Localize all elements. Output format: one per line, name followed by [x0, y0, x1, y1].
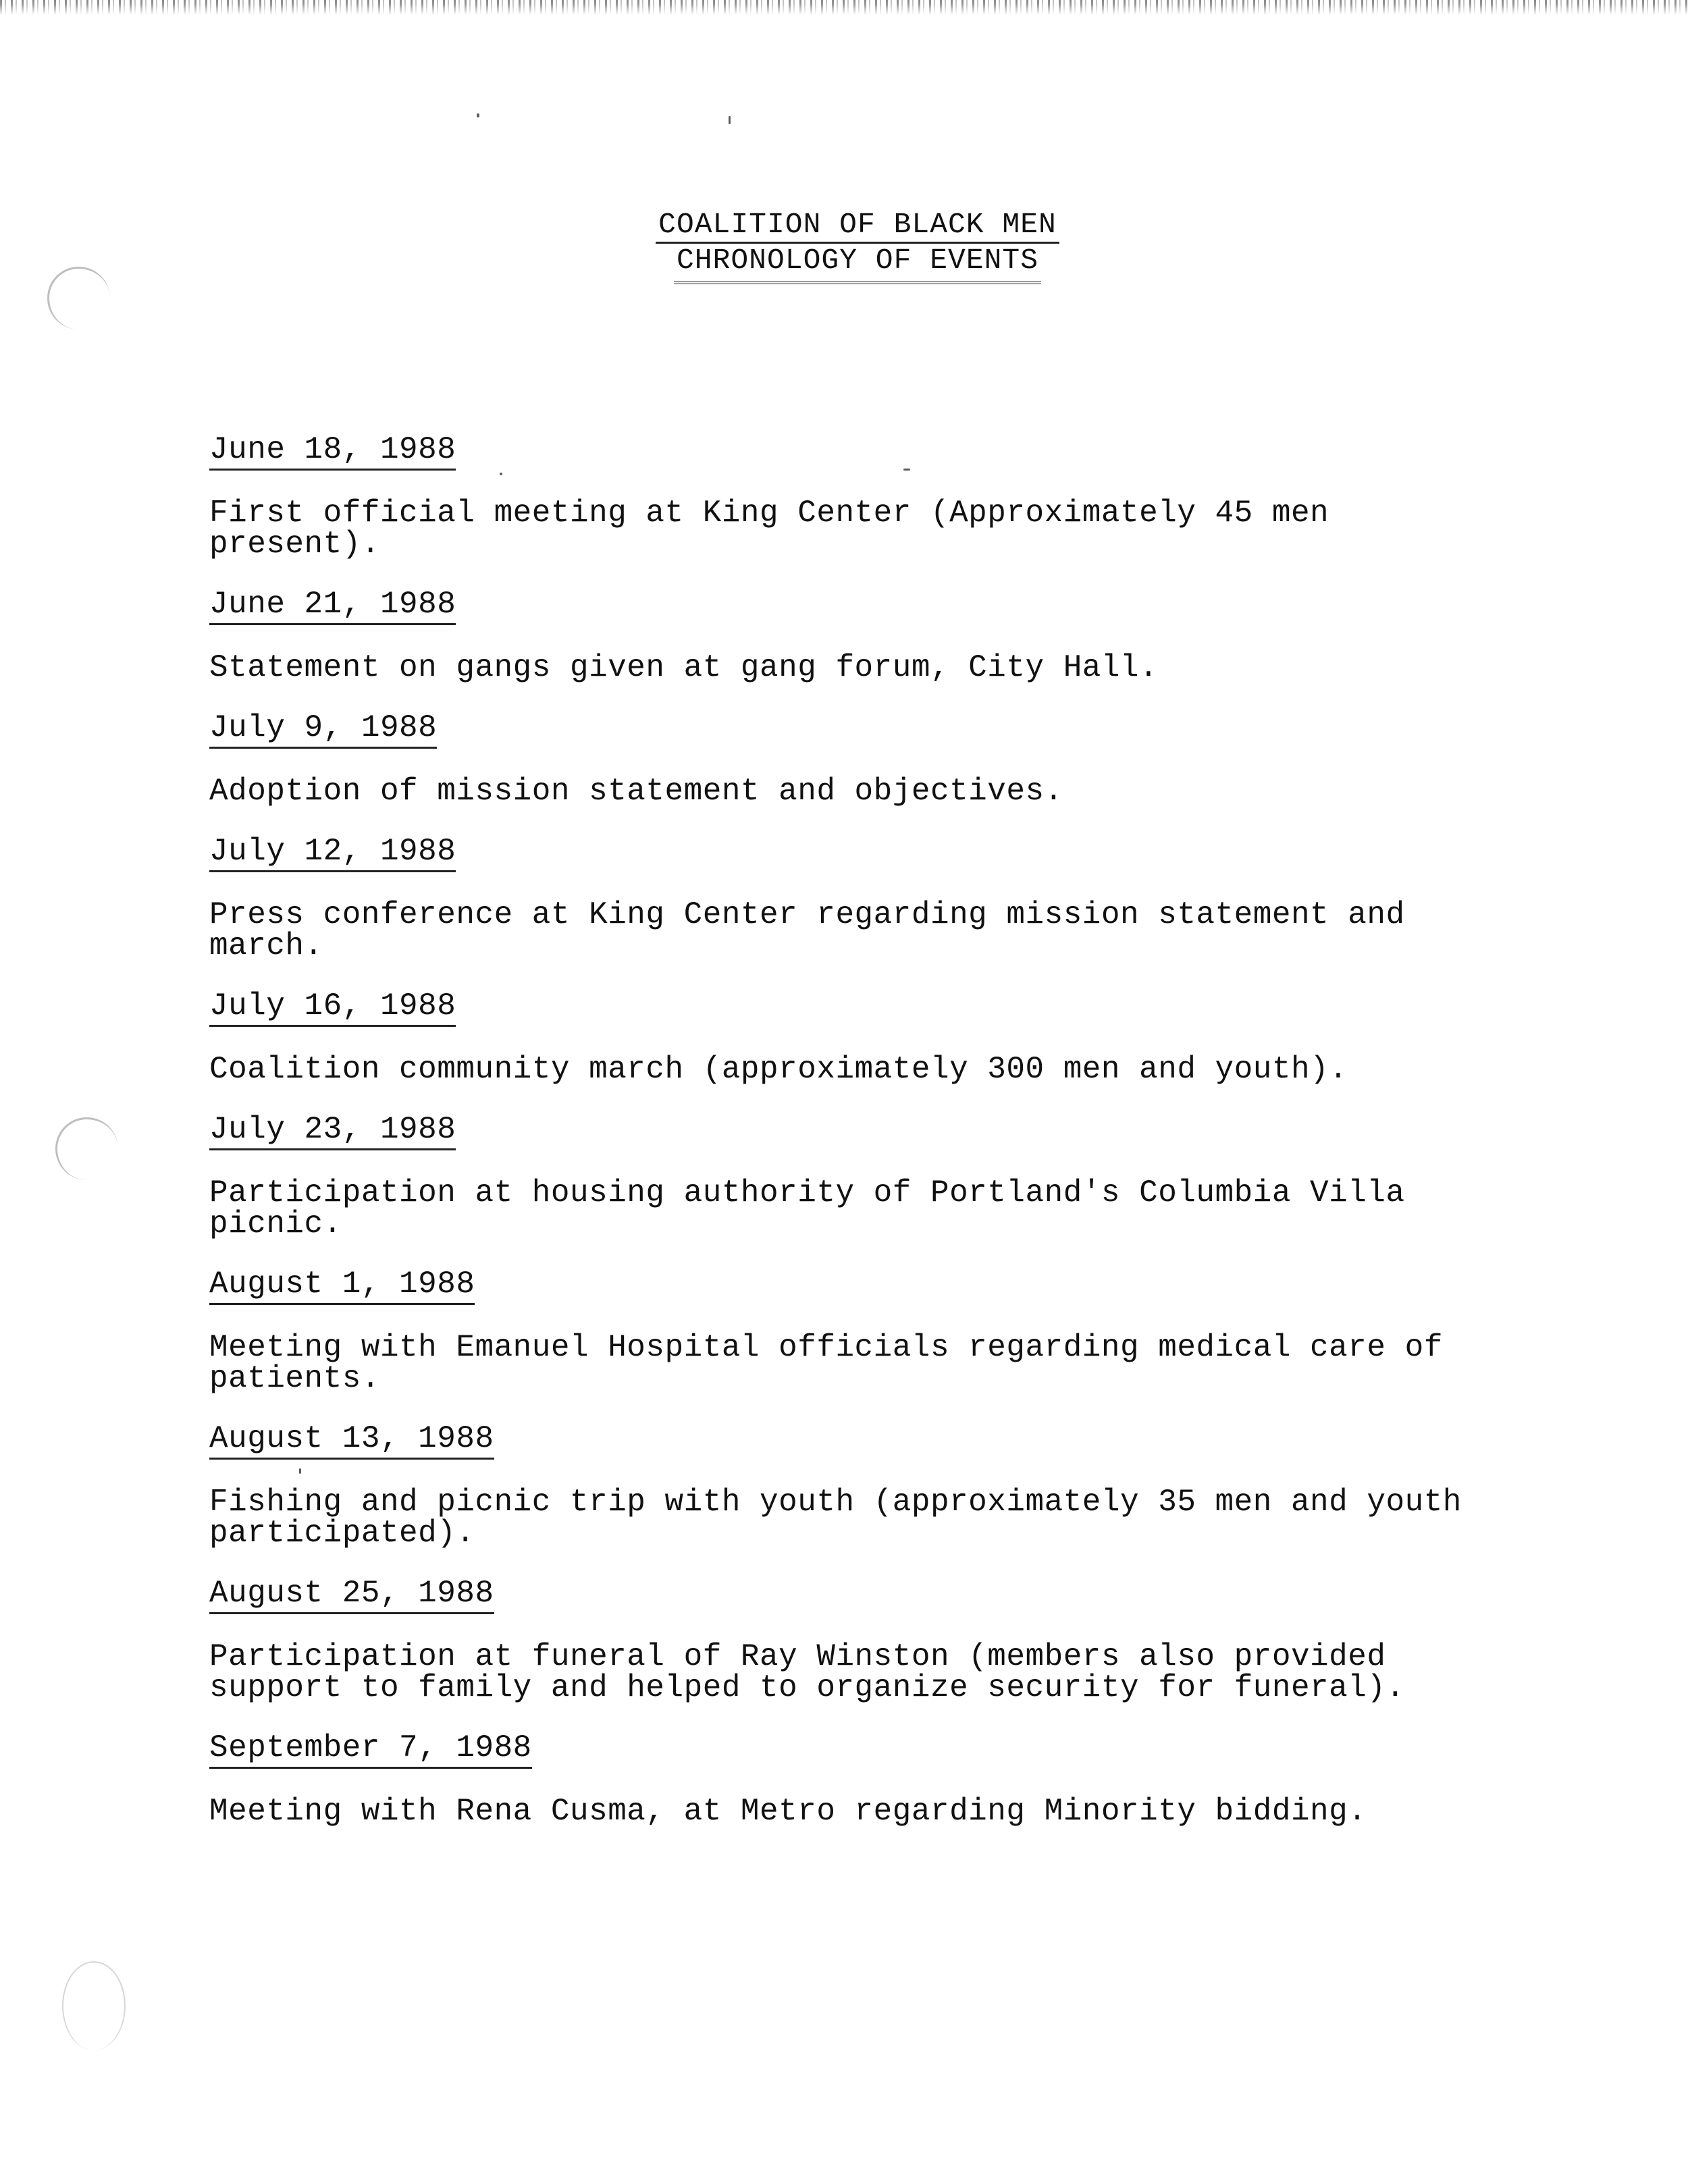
entry-description: Press conference at King Center regarding mission statement and march.: [209, 897, 1405, 963]
entry-date: July 12, 1988: [209, 834, 456, 872]
chronology-list: [209, 432, 1560, 1854]
entry-date: June 18, 1988: [209, 432, 456, 471]
chronology-entry: [209, 834, 1560, 961]
chronology-entry: [209, 1576, 1560, 1703]
chronology-entry: [209, 710, 1560, 807]
entry-description: Meeting with Emanuel Hospital officials regarding medical care of patients.: [209, 1330, 1443, 1396]
chronology-entry: [209, 988, 1560, 1085]
punch-hole-mark: [62, 1961, 126, 2050]
entry-description: Statement on gangs given at gang forum, City Hall.: [209, 650, 1159, 685]
chronology-entry: [209, 1267, 1560, 1394]
entry-date: August 1, 1988: [209, 1267, 475, 1305]
punch-hole-mark: [55, 1117, 118, 1180]
title-line-2: CHRONOLOGY OF EVENTS: [674, 244, 1041, 284]
entry-date: August 13, 1988: [209, 1421, 494, 1460]
entry-description: Coalition community march (approximately 300 men and youth).: [209, 1052, 1348, 1087]
entry-date: July 9, 1988: [209, 710, 437, 749]
scan-speck: [729, 116, 731, 124]
entry-description: Participation at funeral of Ray Winston (members also provided support to family and helped to organize security for funeral).: [209, 1639, 1405, 1705]
entry-description: Adoption of mission statement and objectives.: [209, 774, 1063, 809]
entry-description: Participation at housing authority of Portland's Columbia Villa picnic.: [209, 1175, 1405, 1242]
entry-date: September 7, 1988: [209, 1730, 532, 1769]
chronology-entry: [209, 587, 1560, 683]
scan-edge-noise: [0, 0, 1688, 15]
chronology-entry: [209, 432, 1560, 560]
scan-speck: [477, 113, 479, 117]
entry-description: Meeting with Rena Cusma, at Metro regarding Minority bidding.: [209, 1794, 1367, 1829]
entry-date: July 16, 1988: [209, 988, 456, 1027]
entry-description: First official meeting at King Center (Approximately 45 men present).: [209, 496, 1329, 562]
title-line-1: COALITION OF BLACK MEN: [656, 208, 1059, 244]
chronology-entry: [209, 1730, 1560, 1827]
chronology-entry: [209, 1421, 1560, 1549]
entry-date: June 21, 1988: [209, 587, 456, 625]
chronology-entry: [209, 1112, 1560, 1240]
entry-description: Fishing and picnic trip with youth (approximately 35 men and youth participated).: [209, 1485, 1462, 1551]
entry-date: August 25, 1988: [209, 1576, 494, 1614]
entry-date: July 23, 1988: [209, 1112, 456, 1150]
document-title: [0, 208, 1688, 284]
